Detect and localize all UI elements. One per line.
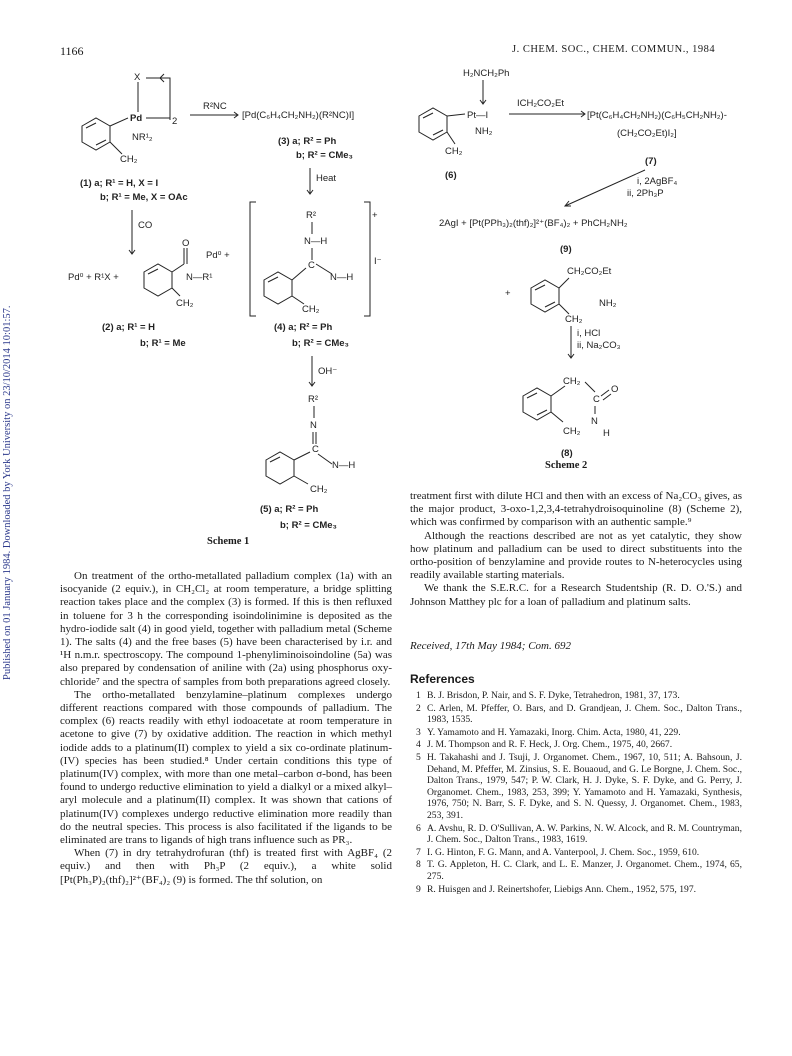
reagents-8-1: i, HCl	[577, 328, 601, 339]
svg-text:NH₂: NH₂	[475, 126, 493, 137]
reagent-ich2: ICH₂CO₂Et	[517, 98, 564, 109]
svg-text:CH₂: CH₂	[563, 426, 581, 437]
svg-text:R²: R²	[308, 394, 319, 405]
svg-text:CH₂: CH₂	[565, 314, 583, 325]
label-2a: (2) a; R¹ = H	[102, 322, 156, 333]
svg-text:CH₂: CH₂	[302, 304, 320, 315]
reagents-7-9-2: ii, 2Ph₃P	[627, 188, 664, 199]
compound-2-structure	[144, 238, 212, 309]
reagent-heat: Heat	[316, 173, 337, 184]
product-7-line2: (CH₂CO₂Et)I₂]	[617, 128, 677, 139]
label-3a: (3) a; R² = Ph	[278, 136, 337, 147]
reagent-co: CO	[138, 220, 153, 231]
svg-text:Pt—I: Pt—I	[467, 110, 489, 121]
svg-text:N—R¹: N—R¹	[186, 272, 213, 283]
provenance-sidebar	[2, 240, 16, 680]
svg-text:NH₂: NH₂	[599, 298, 617, 309]
svg-text:N—H: N—H	[332, 460, 356, 471]
reference-item: 9 R. Huisgen and J. Reinertshofer, Liebigs Ann. Chem., 1952, 575, 197.	[416, 883, 697, 895]
paragraph: The ortho-metallated benzylamine–platinum complexes undergo different reactions compared with those compounds of palladium. The complex (6) reacts readily with ethyl iodoacetate at room temperature in acetone to give (7) by oxidative addition. The reaction in which methyl iodide adds to a platinum(II) complex to yield a six co-ordinate platinum-(IV) species has been studied.⁸ Under certain conditions this type of platinum(IV) complex, with more than one metal–carbon σ-bond, has been found to undergo reductive elimination to yield a dialkyl or a mixed alkyl–aryl molecule and a platinum(II) complex. It was shown that cations of platinum(IV) complexes undergo reductive elimination more readily than do the neutral species. This process is also facilitated if the ligands to be eliminated are trans to ligands of high trans influence such as PR₃.	[60, 688, 392, 847]
reference-item: 6 A. Avshu, R. D. O'Sullivan, A. W. Parkins, N. W. Alcock, and R. M. Countryman, J. Chem. Soc., Dalton Trans., 1983, 1619.	[416, 822, 742, 846]
received-line: Received, 17th May 1984; Com. 692	[410, 640, 571, 652]
svg-text:O: O	[611, 384, 619, 395]
svg-text:CH₂: CH₂	[176, 298, 194, 309]
compound-8-structure	[523, 376, 618, 439]
compound-5-structure	[266, 394, 355, 495]
svg-text:N: N	[591, 416, 598, 427]
reference-item: 8 T. G. Appleton, H. C. Clark, and L. E. Manzer, J. Organomet. Chem., 1974, 65, 275.	[416, 859, 742, 882]
svg-text:CH₂: CH₂	[445, 146, 463, 157]
reagents-8-2: ii, Na₂CO₃	[577, 340, 621, 351]
svg-text:CH₂: CH₂	[120, 154, 138, 165]
pd0-right: Pd⁰ +	[206, 250, 230, 261]
iodide: I⁻	[374, 256, 382, 267]
left-column	[60, 570, 392, 887]
svg-text:C: C	[308, 260, 315, 271]
benzylamine-ester-structure	[531, 266, 617, 325]
references-list	[410, 690, 742, 896]
reagents-7-9-1: i, 2AgBF₄	[637, 176, 678, 187]
reference-item: 1 B. J. Brisdon, P. Nair, and S. F. Dyke, Tetrahedron, 1981, 37, 173.	[416, 690, 680, 701]
reference-item: 3 Y. Yamamoto and H. Yamazaki, Inorg. Chim. Acta, 1980, 41, 229.	[416, 726, 681, 738]
svg-text:R²: R²	[306, 210, 317, 221]
paragraph: treatment first with dilute HCl and then with an excess of Na₂CO₃ gives, as the major product, 3-oxo-1,2,3,4-tetrahydroisoquinoline (8) (Scheme 2), which was confirmed by comparison with an authentic sample.⁹	[410, 490, 742, 529]
svg-text:+: +	[505, 288, 511, 299]
compound-6-structure	[419, 108, 493, 157]
provenance-text: Published on 01 January 1984. Downloaded by York University on 23/10/2014 10:01:57.	[2, 305, 13, 680]
right-column	[410, 490, 742, 609]
pd0-left: Pd⁰ + R¹X +	[68, 272, 119, 283]
svg-text:+: +	[372, 210, 378, 221]
label-5a: (5) a; R² = Ph	[260, 504, 319, 515]
scheme-1-caption: Scheme 1	[207, 536, 250, 547]
label-6: (6)	[445, 170, 457, 181]
compound-4-structure	[264, 210, 353, 315]
journal-header: J. CHEM. SOC., CHEM. COMMUN., 1984	[512, 44, 716, 55]
paragraph: We thank the S.E.R.C. for a Research Studentship (R. D. O.'S.) and Johnson Matthey plc for a loan of palladium and platinum salts.	[410, 582, 742, 608]
label-8: (8)	[561, 448, 573, 459]
scheme-2-caption: Scheme 2	[545, 460, 588, 471]
compound-1-structure	[82, 72, 177, 165]
label-4b: b; R² = CMe₃	[292, 338, 349, 349]
label-2b: b; R¹ = Me	[140, 338, 186, 349]
product-7-line1: [Pt(C₆H₄CH₂NH₂)(C₆H₅CH₂NH₂)-	[587, 110, 727, 121]
references-heading: References	[410, 672, 475, 686]
svg-text:C: C	[312, 444, 319, 455]
reference-item: 5 H. Takahashi and J. Tsuji, J. Organomet. Chem., 1967, 10, 511; A. Bahsoun, J. Dehand, M. Pfeffer, M. Zinsius, S. E. Bouaoud, and G. Le Borgne, J. Chem. Soc., Dalton Trans., 1979, 547; P. W. Clark, H. J. Dyke, S. F. Dyke, and G. Perry, J. Organomet. Chem., 1983, 253, 399; Y. Yamamoto and H. Yamazaki, Synthesis, 1976, 750; N. Barr, S. F. Dyke, and S. N. Quessy, J. Organomet. Chem., 1983, 253, 391.	[416, 751, 742, 821]
svg-text:H: H	[603, 428, 610, 439]
reference-item: 4 J. M. Thompson and R. F. Heck, J. Org. Chem., 1975, 40, 2667.	[416, 739, 673, 751]
label-4a: (4) a; R² = Ph	[274, 322, 333, 333]
reagent-oh: OH⁻	[318, 366, 338, 377]
label-1b: b; R¹ = Me, X = OAc	[100, 192, 188, 203]
svg-text:CH₂: CH₂	[310, 484, 328, 495]
reference-item: 2 C. Arlen, M. Pfeffer, O. Bars, and D. Grandjean, J. Chem. Soc., Dalton Trans., 1983, 1535.	[416, 702, 742, 726]
label-1a: (1) a; R¹ = H, X = I	[80, 178, 159, 189]
svg-text:N: N	[310, 420, 317, 431]
svg-text:C: C	[593, 394, 600, 405]
label-5b: b; R² = CMe₃	[280, 520, 337, 531]
label-7: (7)	[645, 156, 657, 167]
paragraph: When (7) in dry tetrahydrofuran (thf) is treated first with AgBF₄ (2 equiv.) and then with Ph₃P (2 equiv.), a white solid [Pt(Ph₃P)₂(thf)₂]²⁺(BF₄)₂ (9) is formed. The thf solution, on	[60, 847, 392, 886]
reagent-r2nc: R²NC	[203, 101, 227, 112]
svg-text:N—H: N—H	[330, 272, 354, 283]
label-3b: b; R² = CMe₃	[296, 150, 353, 161]
paragraph: On treatment of the ortho-metallated palladium complex (1a) with an isocyanide (2 equiv.), in CH₂Cl₂ at room temperature, a bridge splitting reaction takes place and the complex (3) is formed. If this is then refluxed in toluene for 3 h the corresponding isoindolinimine is deposited as the hydro-iodide salt (4) in good yield, together with palladium metal (Scheme 1). The salts (4) and the free bases (5) have been characterised by i.r. and ¹H n.m.r. spectroscopy. The compound 1-phenyliminoisoindoline (5a) was also prepared by condensation of aniline with (2a) using phosphorus oxy-chloride⁷ and the spectra of samples from both preparations agreed closely.	[60, 570, 392, 688]
svg-text:O: O	[182, 238, 190, 249]
label-9: (9)	[560, 244, 572, 255]
product-3: [Pd(C₆H₄CH₂NH₂)(R²NC)I]	[242, 110, 355, 121]
svg-text:CH₂: CH₂	[563, 376, 581, 387]
svg-text:X: X	[134, 72, 141, 83]
page-number: 1166	[60, 44, 84, 58]
product-9: 2AgI + [Pt(PPh₃)₂(thf)₂]²⁺(BF₄)₂ + PhCH₂NH₂	[439, 218, 628, 229]
amine-top: H₂NCH₂Ph	[463, 68, 510, 79]
scheme-1	[60, 68, 400, 550]
reference-item: 7 I. G. Hinton, F. G. Mann, and A. Vanterpool, J. Chem. Soc., 1959, 610.	[416, 846, 700, 858]
svg-text:2: 2	[172, 116, 178, 127]
paragraph: Although the reactions described are not as yet catalytic, they show how platinum and palladium can be used to direct substituents into the ortho-position of benzylamine and provide routes to N-heterocycles using readily available starting materials.	[410, 529, 742, 582]
svg-text:CH₂CO₂Et: CH₂CO₂Et	[567, 266, 612, 277]
svg-text:NR¹₂: NR¹₂	[132, 132, 153, 143]
svg-text:N—H: N—H	[304, 236, 328, 247]
svg-text:Pd: Pd	[130, 113, 143, 124]
scheme-2	[405, 66, 740, 476]
